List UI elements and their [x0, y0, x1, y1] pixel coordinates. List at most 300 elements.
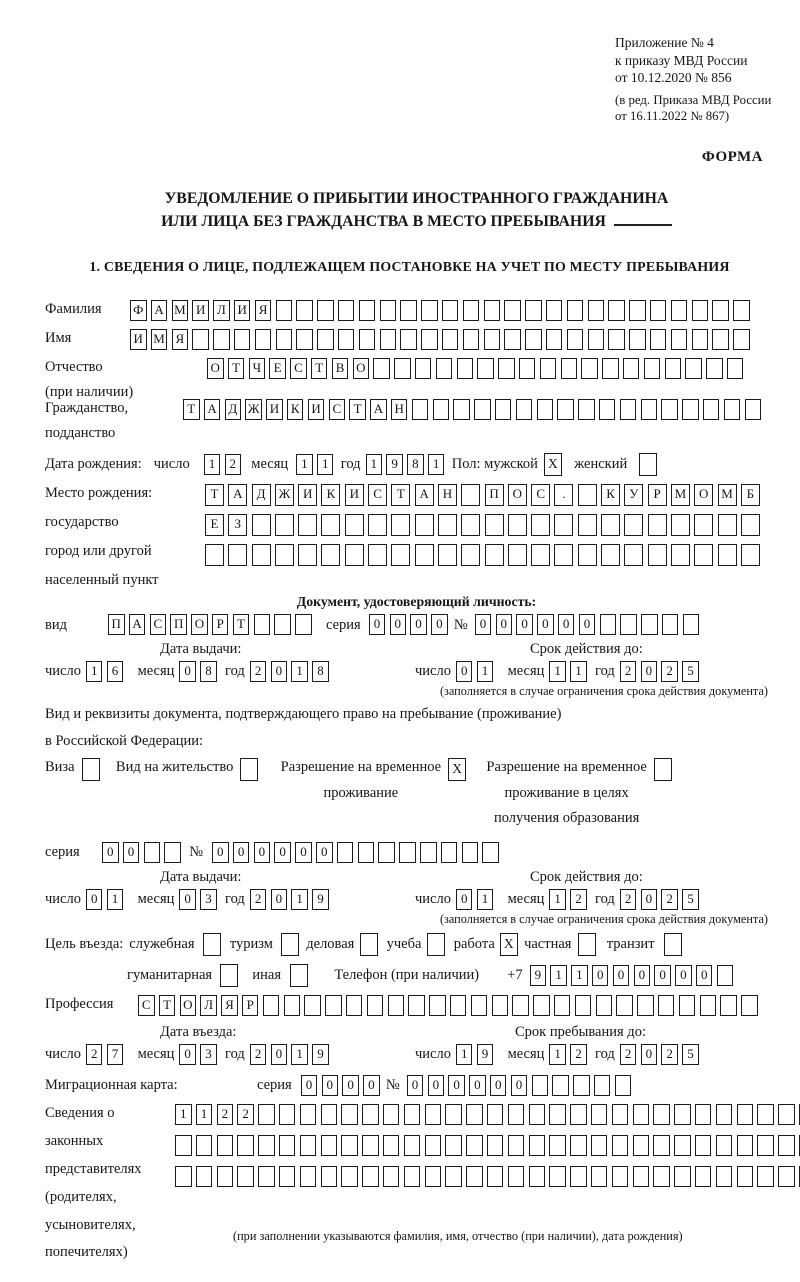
char-cell[interactable]: 2	[570, 889, 587, 910]
char-cell[interactable]: С	[290, 358, 307, 379]
char-cell[interactable]	[425, 1135, 442, 1156]
char-cell[interactable]	[279, 1166, 296, 1187]
char-cell[interactable]	[718, 514, 737, 536]
checkbox-cell[interactable]	[639, 453, 657, 476]
char-cell[interactable]	[694, 544, 713, 566]
char-cell[interactable]: 9	[530, 965, 547, 986]
char-cell[interactable]	[633, 1104, 650, 1125]
char-cell[interactable]	[570, 1104, 587, 1125]
char-cell[interactable]: Т	[311, 358, 328, 379]
char-cell[interactable]	[612, 1166, 629, 1187]
char-cell[interactable]	[462, 842, 479, 863]
char-cell[interactable]	[737, 1135, 754, 1156]
char-cell[interactable]	[685, 358, 702, 379]
char-cell[interactable]: И	[130, 329, 147, 350]
char-cell[interactable]	[279, 1135, 296, 1156]
char-cell[interactable]	[712, 329, 729, 350]
char-cell[interactable]	[425, 1166, 442, 1187]
char-cell[interactable]	[578, 399, 595, 420]
char-cell[interactable]	[552, 1075, 569, 1096]
char-cell[interactable]: 0	[212, 842, 229, 863]
char-cell[interactable]	[549, 1104, 566, 1125]
char-cell[interactable]: А	[370, 399, 387, 420]
char-cell[interactable]: 0	[342, 1075, 359, 1096]
char-cell[interactable]	[296, 329, 313, 350]
char-cell[interactable]	[420, 842, 437, 863]
char-cell[interactable]	[741, 544, 760, 566]
char-cell[interactable]	[653, 1104, 670, 1125]
char-cell[interactable]: 0	[86, 889, 103, 910]
char-cell[interactable]	[466, 1104, 483, 1125]
char-cell[interactable]	[482, 842, 499, 863]
char-cell[interactable]	[525, 300, 542, 321]
char-cell[interactable]: Я	[255, 300, 272, 321]
char-cell[interactable]	[737, 1166, 754, 1187]
char-cell[interactable]	[724, 399, 741, 420]
char-cell[interactable]: 0	[475, 614, 492, 635]
char-cell[interactable]: О	[207, 358, 224, 379]
char-cell[interactable]	[695, 1104, 712, 1125]
char-cell[interactable]	[718, 544, 737, 566]
char-cell[interactable]: Л	[200, 995, 217, 1016]
char-cell[interactable]: 0	[456, 889, 473, 910]
char-cell[interactable]	[662, 614, 679, 635]
char-cell[interactable]	[442, 300, 459, 321]
char-cell[interactable]	[429, 995, 446, 1016]
char-cell[interactable]	[650, 329, 667, 350]
char-cell[interactable]: М	[172, 300, 189, 321]
char-cell[interactable]: 1	[549, 661, 566, 682]
char-cell[interactable]: 0	[675, 965, 692, 986]
char-cell[interactable]	[508, 514, 527, 536]
checkbox-cell[interactable]: X	[544, 453, 562, 476]
char-cell[interactable]: И	[345, 484, 364, 506]
char-cell[interactable]: 5	[682, 889, 699, 910]
char-cell[interactable]: 0	[390, 614, 407, 635]
char-cell[interactable]: П	[170, 614, 187, 635]
char-cell[interactable]: 0	[613, 965, 630, 986]
char-cell[interactable]	[616, 995, 633, 1016]
char-cell[interactable]: 2	[661, 661, 678, 682]
char-cell[interactable]	[567, 329, 584, 350]
char-cell[interactable]	[362, 1104, 379, 1125]
char-cell[interactable]: 2	[250, 661, 267, 682]
char-cell[interactable]	[570, 1135, 587, 1156]
char-cell[interactable]: 0	[456, 661, 473, 682]
char-cell[interactable]	[338, 300, 355, 321]
char-cell[interactable]	[600, 614, 617, 635]
char-cell[interactable]	[537, 399, 554, 420]
char-cell[interactable]	[757, 1104, 774, 1125]
char-cell[interactable]	[602, 358, 619, 379]
char-cell[interactable]: О	[191, 614, 208, 635]
char-cell[interactable]: .	[554, 484, 573, 506]
char-cell[interactable]: 1	[317, 454, 334, 475]
char-cell[interactable]: 2	[225, 454, 242, 475]
char-cell[interactable]: 1	[296, 454, 313, 475]
char-cell[interactable]: К	[601, 484, 620, 506]
char-cell[interactable]	[757, 1135, 774, 1156]
char-cell[interactable]	[300, 1135, 317, 1156]
char-cell[interactable]	[300, 1166, 317, 1187]
char-cell[interactable]	[549, 1135, 566, 1156]
char-cell[interactable]	[391, 544, 410, 566]
char-cell[interactable]	[237, 1135, 254, 1156]
char-cell[interactable]	[192, 329, 209, 350]
char-cell[interactable]	[546, 329, 563, 350]
char-cell[interactable]	[554, 514, 573, 536]
char-cell[interactable]	[674, 1135, 691, 1156]
char-cell[interactable]	[487, 1135, 504, 1156]
char-cell[interactable]	[591, 1104, 608, 1125]
char-cell[interactable]	[296, 300, 313, 321]
char-cell[interactable]	[508, 1104, 525, 1125]
char-cell[interactable]: 3	[200, 889, 217, 910]
char-cell[interactable]	[546, 300, 563, 321]
char-cell[interactable]	[741, 514, 760, 536]
char-cell[interactable]	[581, 358, 598, 379]
char-cell[interactable]	[508, 1135, 525, 1156]
char-cell[interactable]	[629, 300, 646, 321]
char-cell[interactable]	[368, 544, 387, 566]
char-cell[interactable]: 2	[237, 1104, 254, 1125]
char-cell[interactable]: Т	[205, 484, 224, 506]
char-cell[interactable]: М	[151, 329, 168, 350]
char-cell[interactable]: А	[129, 614, 146, 635]
char-cell[interactable]: А	[415, 484, 434, 506]
char-cell[interactable]: Ж	[275, 484, 294, 506]
char-cell[interactable]: 2	[217, 1104, 234, 1125]
char-cell[interactable]: 0	[654, 965, 671, 986]
char-cell[interactable]	[557, 399, 574, 420]
char-cell[interactable]: Б	[741, 484, 760, 506]
char-cell[interactable]	[624, 544, 643, 566]
char-cell[interactable]: 6	[107, 661, 124, 682]
checkbox-cell[interactable]	[290, 964, 308, 987]
char-cell[interactable]: 0	[179, 1044, 196, 1065]
char-cell[interactable]: 1	[477, 889, 494, 910]
char-cell[interactable]	[383, 1104, 400, 1125]
char-cell[interactable]: 0	[295, 842, 312, 863]
char-cell[interactable]	[217, 1135, 234, 1156]
char-cell[interactable]	[658, 995, 675, 1016]
char-cell[interactable]	[508, 1166, 525, 1187]
char-cell[interactable]	[362, 1135, 379, 1156]
char-cell[interactable]	[596, 995, 613, 1016]
char-cell[interactable]	[252, 544, 271, 566]
char-cell[interactable]	[453, 399, 470, 420]
char-cell[interactable]	[274, 614, 291, 635]
char-cell[interactable]	[295, 614, 312, 635]
char-cell[interactable]	[345, 544, 364, 566]
char-cell[interactable]	[588, 329, 605, 350]
char-cell[interactable]	[400, 300, 417, 321]
char-cell[interactable]: М	[718, 484, 737, 506]
char-cell[interactable]	[380, 300, 397, 321]
char-cell[interactable]	[373, 358, 390, 379]
char-cell[interactable]	[275, 514, 294, 536]
char-cell[interactable]	[641, 614, 658, 635]
char-cell[interactable]	[653, 1166, 670, 1187]
char-cell[interactable]: Д	[252, 484, 271, 506]
char-cell[interactable]	[745, 399, 762, 420]
char-cell[interactable]	[445, 1166, 462, 1187]
char-cell[interactable]	[588, 300, 605, 321]
char-cell[interactable]: 1	[571, 965, 588, 986]
char-cell[interactable]	[706, 358, 723, 379]
char-cell[interactable]	[205, 544, 224, 566]
char-cell[interactable]: О	[694, 484, 713, 506]
char-cell[interactable]	[674, 1166, 691, 1187]
char-cell[interactable]	[317, 300, 334, 321]
char-cell[interactable]	[692, 329, 709, 350]
char-cell[interactable]	[441, 842, 458, 863]
char-cell[interactable]	[391, 514, 410, 536]
char-cell[interactable]	[471, 995, 488, 1016]
char-cell[interactable]: 1	[204, 454, 221, 475]
char-cell[interactable]: 1	[291, 1044, 308, 1065]
char-cell[interactable]: 0	[369, 614, 386, 635]
char-cell[interactable]	[466, 1135, 483, 1156]
char-cell[interactable]: 0	[641, 889, 658, 910]
char-cell[interactable]: С	[329, 399, 346, 420]
char-cell[interactable]	[484, 329, 501, 350]
char-cell[interactable]	[620, 399, 637, 420]
char-cell[interactable]: 1	[291, 889, 308, 910]
char-cell[interactable]	[683, 614, 700, 635]
char-cell[interactable]: Р	[648, 484, 667, 506]
char-cell[interactable]	[474, 399, 491, 420]
char-cell[interactable]: 0	[490, 1075, 507, 1096]
char-cell[interactable]: Ч	[249, 358, 266, 379]
char-cell[interactable]: 0	[123, 842, 140, 863]
char-cell[interactable]: 0	[301, 1075, 318, 1096]
char-cell[interactable]: 1	[175, 1104, 192, 1125]
char-cell[interactable]	[388, 995, 405, 1016]
char-cell[interactable]	[594, 1075, 611, 1096]
char-cell[interactable]	[175, 1166, 192, 1187]
char-cell[interactable]: 1	[549, 889, 566, 910]
char-cell[interactable]	[345, 514, 364, 536]
char-cell[interactable]: Т	[391, 484, 410, 506]
char-cell[interactable]: 2	[86, 1044, 103, 1065]
char-cell[interactable]: 2	[250, 1044, 267, 1065]
char-cell[interactable]	[298, 514, 317, 536]
char-cell[interactable]: 0	[179, 889, 196, 910]
char-cell[interactable]	[234, 329, 251, 350]
char-cell[interactable]	[498, 358, 515, 379]
char-cell[interactable]	[525, 329, 542, 350]
char-cell[interactable]	[463, 300, 480, 321]
checkbox-cell[interactable]	[82, 758, 100, 781]
char-cell[interactable]	[321, 1104, 338, 1125]
char-cell[interactable]	[461, 484, 480, 506]
char-cell[interactable]	[641, 399, 658, 420]
char-cell[interactable]: 1	[86, 661, 103, 682]
char-cell[interactable]: 0	[274, 842, 291, 863]
char-cell[interactable]: 1	[549, 1044, 566, 1065]
char-cell[interactable]	[213, 329, 230, 350]
char-cell[interactable]: 0	[410, 614, 427, 635]
char-cell[interactable]	[531, 544, 550, 566]
char-cell[interactable]	[549, 1166, 566, 1187]
char-cell[interactable]	[540, 358, 557, 379]
char-cell[interactable]: 0	[322, 1075, 339, 1096]
char-cell[interactable]	[445, 1104, 462, 1125]
char-cell[interactable]	[637, 995, 654, 1016]
char-cell[interactable]	[531, 514, 550, 536]
char-cell[interactable]: Т	[183, 399, 200, 420]
char-cell[interactable]: К	[287, 399, 304, 420]
char-cell[interactable]	[275, 544, 294, 566]
char-cell[interactable]: 2	[570, 1044, 587, 1065]
char-cell[interactable]: 8	[407, 454, 424, 475]
char-cell[interactable]: 0	[558, 614, 575, 635]
char-cell[interactable]: А	[151, 300, 168, 321]
char-cell[interactable]	[512, 995, 529, 1016]
char-cell[interactable]	[608, 329, 625, 350]
char-cell[interactable]: О	[180, 995, 197, 1016]
char-cell[interactable]: 0	[448, 1075, 465, 1096]
char-cell[interactable]: П	[485, 484, 504, 506]
checkbox-cell[interactable]	[654, 758, 672, 781]
char-cell[interactable]	[425, 1104, 442, 1125]
char-cell[interactable]	[258, 1166, 275, 1187]
char-cell[interactable]	[378, 842, 395, 863]
char-cell[interactable]	[533, 995, 550, 1016]
char-cell[interactable]: У	[624, 484, 643, 506]
char-cell[interactable]	[304, 995, 321, 1016]
char-cell[interactable]: 0	[431, 614, 448, 635]
char-cell[interactable]	[415, 514, 434, 536]
char-cell[interactable]	[436, 358, 453, 379]
char-cell[interactable]: 0	[271, 661, 288, 682]
checkbox-cell[interactable]	[240, 758, 258, 781]
char-cell[interactable]	[358, 842, 375, 863]
char-cell[interactable]: 1	[107, 889, 124, 910]
char-cell[interactable]: 0	[316, 842, 333, 863]
char-cell[interactable]	[450, 995, 467, 1016]
char-cell[interactable]	[380, 329, 397, 350]
char-cell[interactable]	[415, 358, 432, 379]
char-cell[interactable]: 0	[428, 1075, 445, 1096]
char-cell[interactable]: 0	[592, 965, 609, 986]
char-cell[interactable]	[196, 1135, 213, 1156]
char-cell[interactable]	[644, 358, 661, 379]
char-cell[interactable]	[554, 544, 573, 566]
char-cell[interactable]	[341, 1166, 358, 1187]
char-cell[interactable]	[338, 329, 355, 350]
char-cell[interactable]	[601, 544, 620, 566]
char-cell[interactable]: 2	[250, 889, 267, 910]
char-cell[interactable]	[573, 1075, 590, 1096]
char-cell[interactable]	[692, 300, 709, 321]
char-cell[interactable]	[164, 842, 181, 863]
char-cell[interactable]: 0	[233, 842, 250, 863]
char-cell[interactable]	[694, 514, 713, 536]
char-cell[interactable]: 7	[107, 1044, 124, 1065]
char-cell[interactable]: 1	[550, 965, 567, 986]
char-cell[interactable]: 0	[271, 889, 288, 910]
char-cell[interactable]	[674, 1104, 691, 1125]
char-cell[interactable]	[276, 329, 293, 350]
char-cell[interactable]: 0	[537, 614, 554, 635]
char-cell[interactable]	[254, 614, 271, 635]
char-cell[interactable]	[394, 358, 411, 379]
char-cell[interactable]: В	[332, 358, 349, 379]
char-cell[interactable]	[737, 1104, 754, 1125]
char-cell[interactable]	[461, 514, 480, 536]
char-cell[interactable]	[599, 399, 616, 420]
char-cell[interactable]	[612, 1135, 629, 1156]
char-cell[interactable]: 9	[477, 1044, 494, 1065]
char-cell[interactable]	[591, 1135, 608, 1156]
char-cell[interactable]	[561, 358, 578, 379]
char-cell[interactable]: Л	[213, 300, 230, 321]
char-cell[interactable]: А	[204, 399, 221, 420]
char-cell[interactable]	[325, 995, 342, 1016]
char-cell[interactable]	[255, 329, 272, 350]
checkbox-cell[interactable]: X	[500, 933, 518, 956]
char-cell[interactable]	[700, 995, 717, 1016]
char-cell[interactable]: А	[228, 484, 247, 506]
char-cell[interactable]: Я	[221, 995, 238, 1016]
char-cell[interactable]	[671, 544, 690, 566]
char-cell[interactable]	[383, 1135, 400, 1156]
char-cell[interactable]: И	[234, 300, 251, 321]
char-cell[interactable]	[727, 358, 744, 379]
char-cell[interactable]: 0	[511, 1075, 528, 1096]
char-cell[interactable]	[404, 1166, 421, 1187]
char-cell[interactable]	[629, 329, 646, 350]
char-cell[interactable]: 3	[200, 1044, 217, 1065]
char-cell[interactable]: 1	[291, 661, 308, 682]
char-cell[interactable]	[578, 514, 597, 536]
char-cell[interactable]	[466, 1166, 483, 1187]
char-cell[interactable]	[633, 1135, 650, 1156]
char-cell[interactable]	[695, 1166, 712, 1187]
char-cell[interactable]: 0	[407, 1075, 424, 1096]
char-cell[interactable]: 0	[102, 842, 119, 863]
char-cell[interactable]	[228, 544, 247, 566]
char-cell[interactable]	[492, 995, 509, 1016]
char-cell[interactable]	[741, 995, 758, 1016]
char-cell[interactable]	[341, 1135, 358, 1156]
char-cell[interactable]	[716, 1104, 733, 1125]
char-cell[interactable]: Т	[233, 614, 250, 635]
char-cell[interactable]: 0	[696, 965, 713, 986]
char-cell[interactable]: Р	[242, 995, 259, 1016]
char-cell[interactable]	[321, 544, 340, 566]
char-cell[interactable]	[438, 514, 457, 536]
char-cell[interactable]	[346, 995, 363, 1016]
char-cell[interactable]: 9	[386, 454, 403, 475]
char-cell[interactable]	[485, 514, 504, 536]
char-cell[interactable]	[601, 514, 620, 536]
char-cell[interactable]	[383, 1166, 400, 1187]
char-cell[interactable]	[484, 300, 501, 321]
char-cell[interactable]: Н	[438, 484, 457, 506]
checkbox-cell[interactable]	[427, 933, 445, 956]
char-cell[interactable]	[404, 1104, 421, 1125]
char-cell[interactable]: Т	[159, 995, 176, 1016]
char-cell[interactable]	[367, 995, 384, 1016]
char-cell[interactable]: Я	[172, 329, 189, 350]
char-cell[interactable]: И	[192, 300, 209, 321]
char-cell[interactable]	[620, 614, 637, 635]
char-cell[interactable]: 8	[200, 661, 217, 682]
char-cell[interactable]	[648, 544, 667, 566]
